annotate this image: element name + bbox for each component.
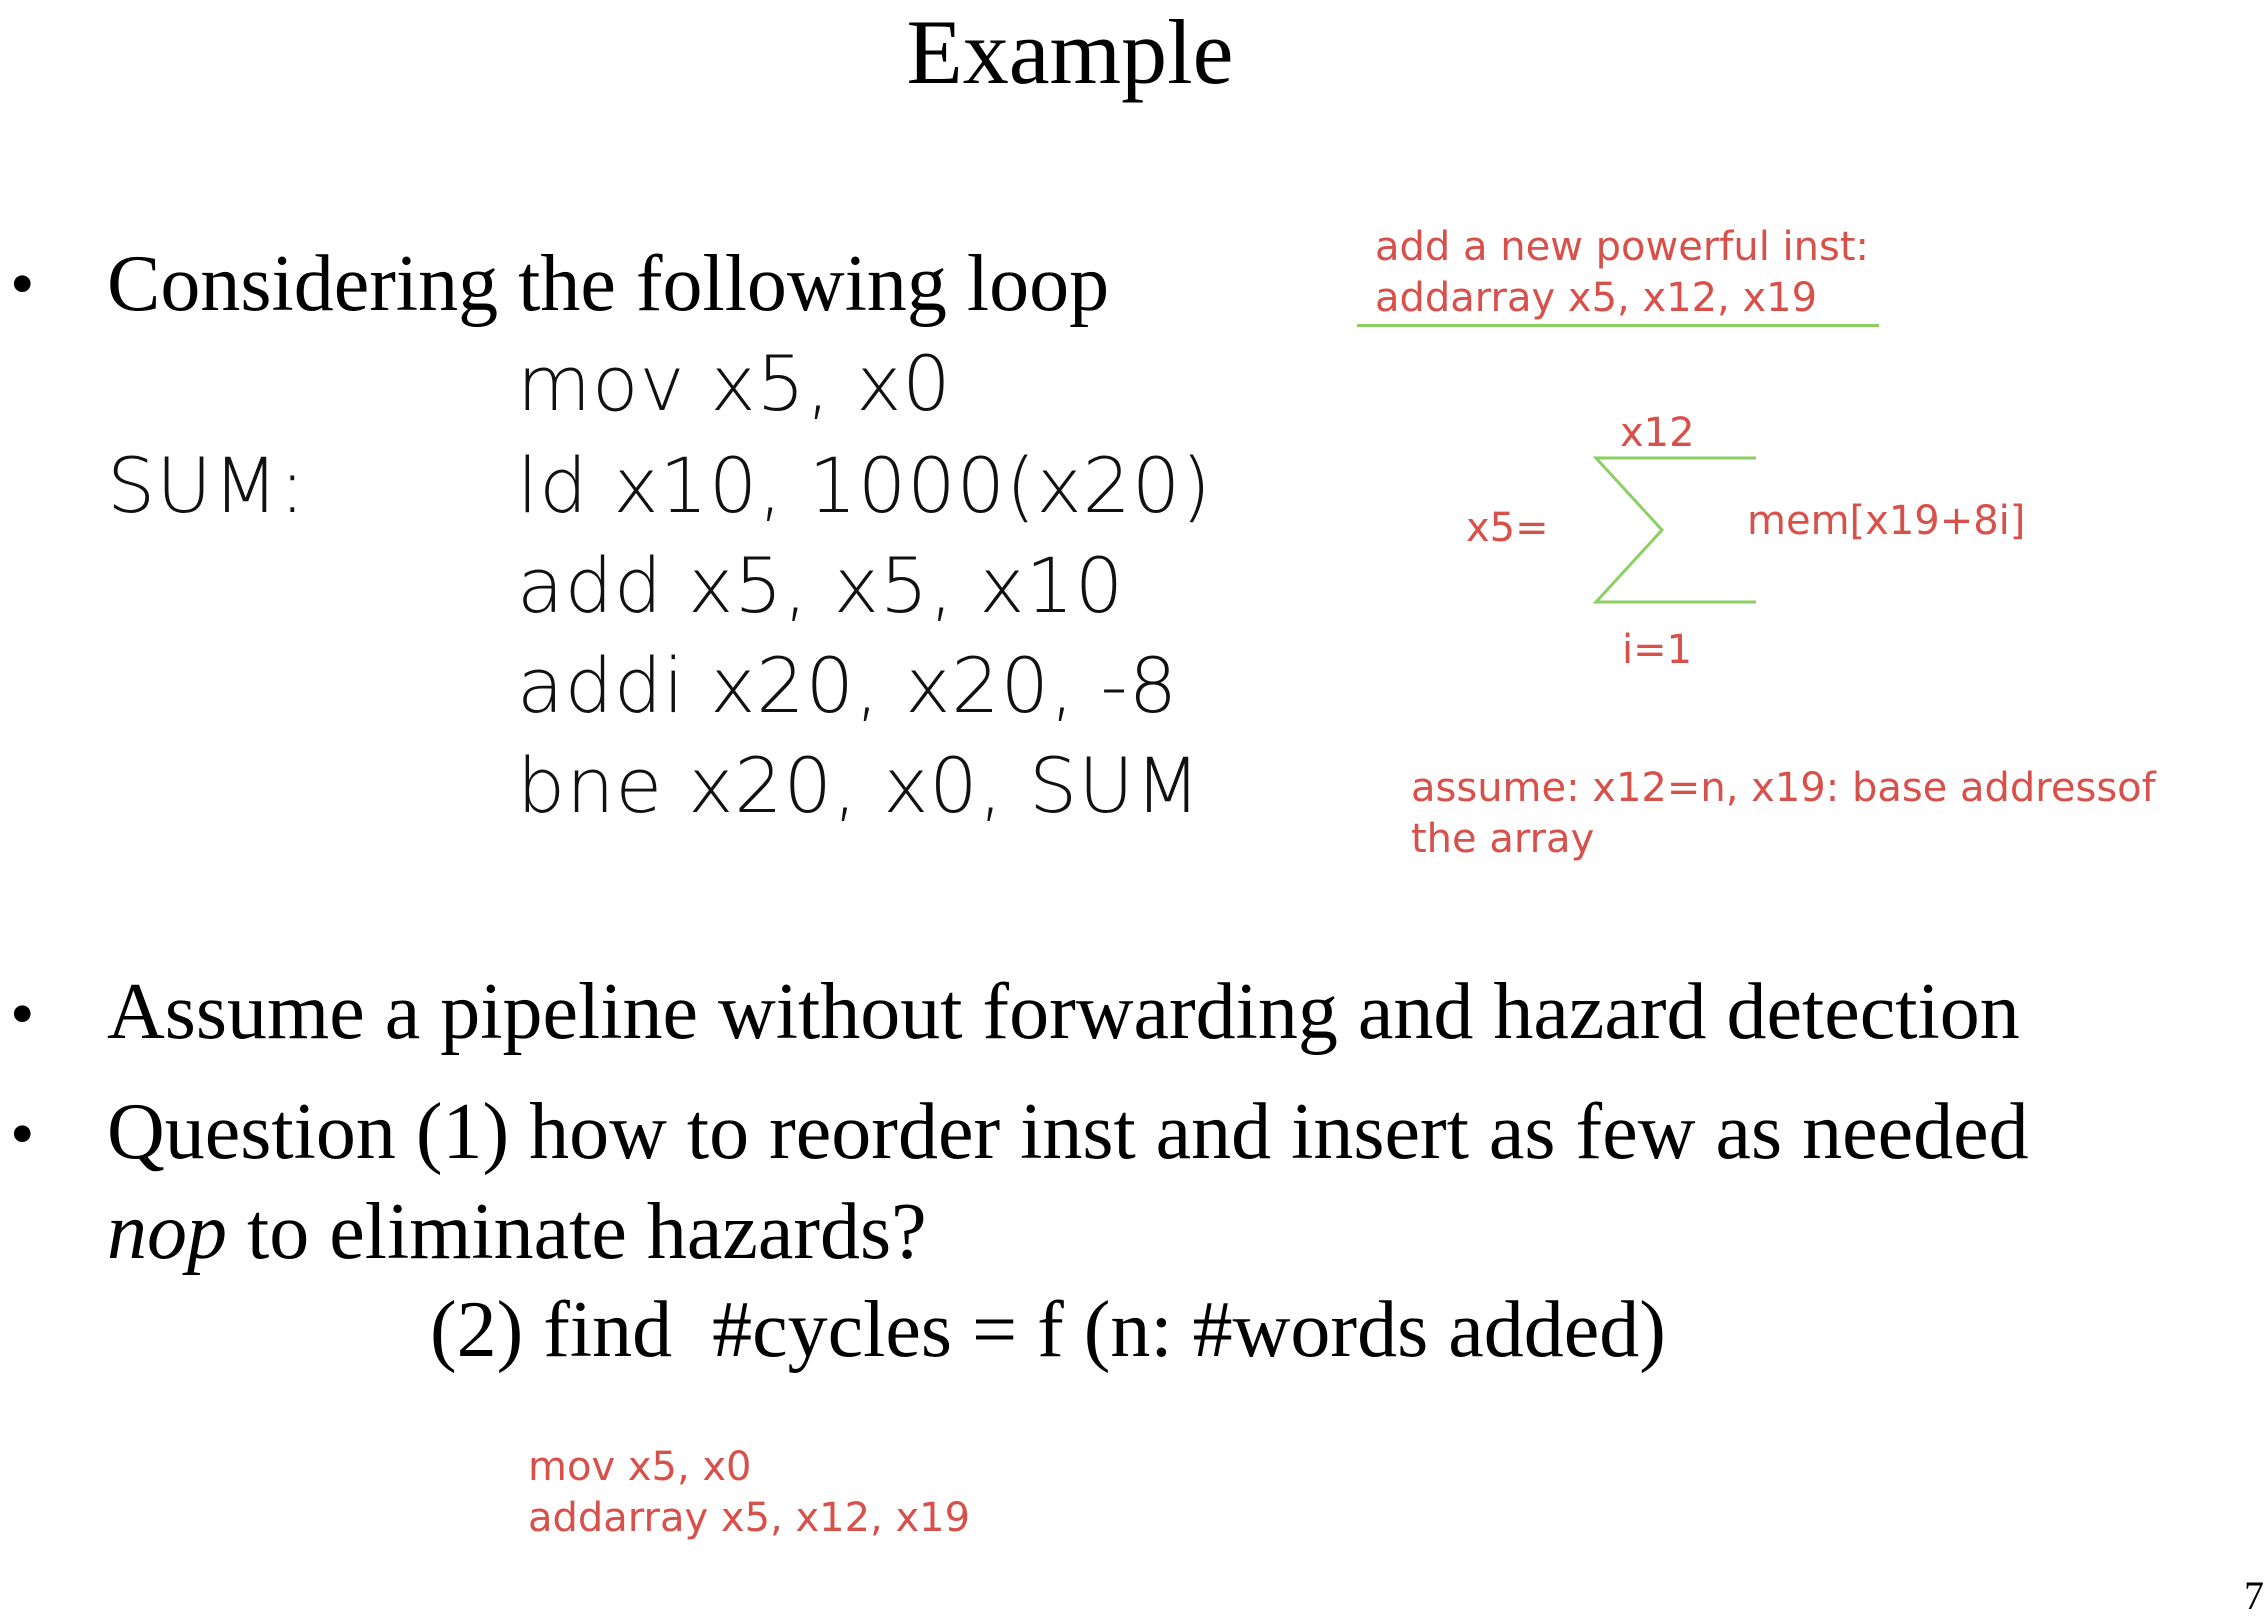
underline-stroke bbox=[1357, 324, 1879, 327]
code-line-mov: mov x5, x0 bbox=[517, 339, 952, 428]
note-rewritten-line2: addarray x5, x12, x19 bbox=[528, 1495, 971, 1542]
sum-lower-limit: i=1 bbox=[1622, 627, 1693, 673]
bullet-question-line3: (2) find #cycles = f (n: #words added) bbox=[430, 1286, 1666, 1374]
bullet-question-line2 bbox=[107, 1186, 927, 1278]
note-new-inst-line1: add a new powerful inst: bbox=[1375, 224, 1869, 270]
bullet-pipeline: Assume a pipeline without forwarding and hazard detection bbox=[107, 968, 2020, 1056]
bullet-marker: • bbox=[10, 1096, 35, 1173]
note-new-inst-line2: addarray x5, x12, x19 bbox=[1375, 275, 1818, 322]
page-number: 7 bbox=[2244, 1573, 2264, 1618]
sum-term: mem[x19+8i] bbox=[1747, 498, 2026, 544]
code-line-addi: addi x20, x20, -8 bbox=[517, 641, 1179, 730]
note-rewritten-code bbox=[528, 1442, 970, 1544]
sum-lhs: x5= bbox=[1466, 505, 1549, 551]
sum-upper-limit: x12 bbox=[1620, 410, 1695, 456]
code-line-ld: ld x10, 1000(x20) bbox=[517, 441, 1212, 530]
code-label-sum: SUM: bbox=[107, 441, 307, 530]
note-rewritten-line1: mov x5, x0 bbox=[528, 1444, 752, 1490]
nop-italic: nop bbox=[107, 1188, 227, 1276]
code-line-bne: bne x20, x0, SUM bbox=[517, 741, 1202, 830]
note-new-inst bbox=[1375, 222, 1869, 324]
note-assume-line1: assume: x12=n, x19: base addressof bbox=[1411, 765, 2156, 811]
question-line2-rest: to eliminate hazards? bbox=[227, 1188, 927, 1276]
note-assume bbox=[1411, 763, 2156, 865]
code-line-add: add x5, x5, x10 bbox=[517, 541, 1125, 630]
note-assume-line2: the array bbox=[1411, 816, 1595, 863]
bullet-considering-loop: Considering the following loop bbox=[107, 240, 1110, 328]
bullet-question-line1: Question (1) how to reorder inst and insert as few as needed bbox=[107, 1088, 2029, 1176]
bullet-marker: • bbox=[10, 976, 35, 1053]
slide-title: Example bbox=[906, 1, 1234, 103]
bullet-marker: • bbox=[10, 246, 35, 323]
sigma-symbol bbox=[1590, 452, 1760, 608]
